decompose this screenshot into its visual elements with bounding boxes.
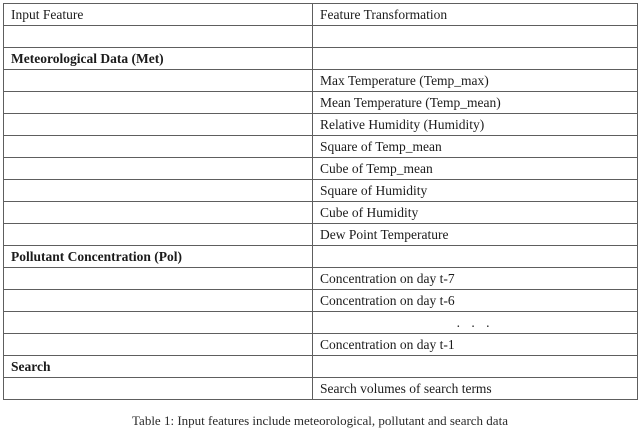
cell-feature-transformation: Square of Temp_mean (313, 136, 638, 158)
table-row (4, 48, 638, 70)
cell-input-feature (4, 70, 313, 92)
cell-input-feature (4, 378, 313, 400)
table-row (4, 136, 638, 158)
cell-feature-transformation (313, 356, 638, 378)
cell-input-feature (4, 290, 313, 312)
cell-feature-transformation: Relative Humidity (Humidity) (313, 114, 638, 136)
cell-input-feature: Meteorological Data (Met) (4, 48, 313, 70)
cell-feature-transformation (313, 246, 638, 268)
cell-input-feature (4, 158, 313, 180)
cell-feature-transformation: . . . (313, 312, 638, 334)
cell-feature-transformation (313, 26, 638, 48)
cell-input-feature (4, 312, 313, 334)
table-row (4, 180, 638, 202)
cell-feature-transformation: Square of Humidity (313, 180, 638, 202)
cell-feature-transformation: Concentration on day t-7 (313, 268, 638, 290)
cell-input-feature: Pollutant Concentration (Pol) (4, 246, 313, 268)
table-row (4, 356, 638, 378)
cell-feature-transformation: Concentration on day t-6 (313, 290, 638, 312)
table-row (4, 158, 638, 180)
table-row (4, 268, 638, 290)
table-header-row (4, 4, 638, 26)
table-row (4, 114, 638, 136)
table-row (4, 246, 638, 268)
cell-feature-transformation: Mean Temperature (Temp_mean) (313, 92, 638, 114)
cell-feature-transformation: Concentration on day t-1 (313, 334, 638, 356)
input-features-table (3, 3, 638, 400)
cell-input-feature (4, 136, 313, 158)
cell-feature-transformation: Cube of Humidity (313, 202, 638, 224)
cell-input-feature: Search (4, 356, 313, 378)
column-header-feature-transformation: Feature Transformation (313, 4, 638, 26)
cell-input-feature (4, 334, 313, 356)
table-row (4, 224, 638, 246)
table-row (4, 334, 638, 356)
column-header-input-feature: Input Feature (4, 4, 313, 26)
cell-feature-transformation (313, 48, 638, 70)
cell-input-feature (4, 202, 313, 224)
table-row (4, 202, 638, 224)
cell-feature-transformation: Search volumes of search terms (313, 378, 638, 400)
cell-feature-transformation: Dew Point Temperature (313, 224, 638, 246)
cell-feature-transformation: Cube of Temp_mean (313, 158, 638, 180)
cell-input-feature (4, 92, 313, 114)
cell-feature-transformation: Max Temperature (Temp_max) (313, 70, 638, 92)
table-row (4, 378, 638, 400)
table-row (4, 26, 638, 48)
table-row (4, 290, 638, 312)
table-row (4, 92, 638, 114)
cell-input-feature (4, 224, 313, 246)
table-row (4, 312, 638, 334)
cell-input-feature (4, 26, 313, 48)
cell-input-feature (4, 114, 313, 136)
table-caption: Table 1: Input features include meteorological, pollutant and search data (132, 413, 508, 428)
cell-input-feature (4, 180, 313, 202)
table-row (4, 70, 638, 92)
cell-input-feature (4, 268, 313, 290)
